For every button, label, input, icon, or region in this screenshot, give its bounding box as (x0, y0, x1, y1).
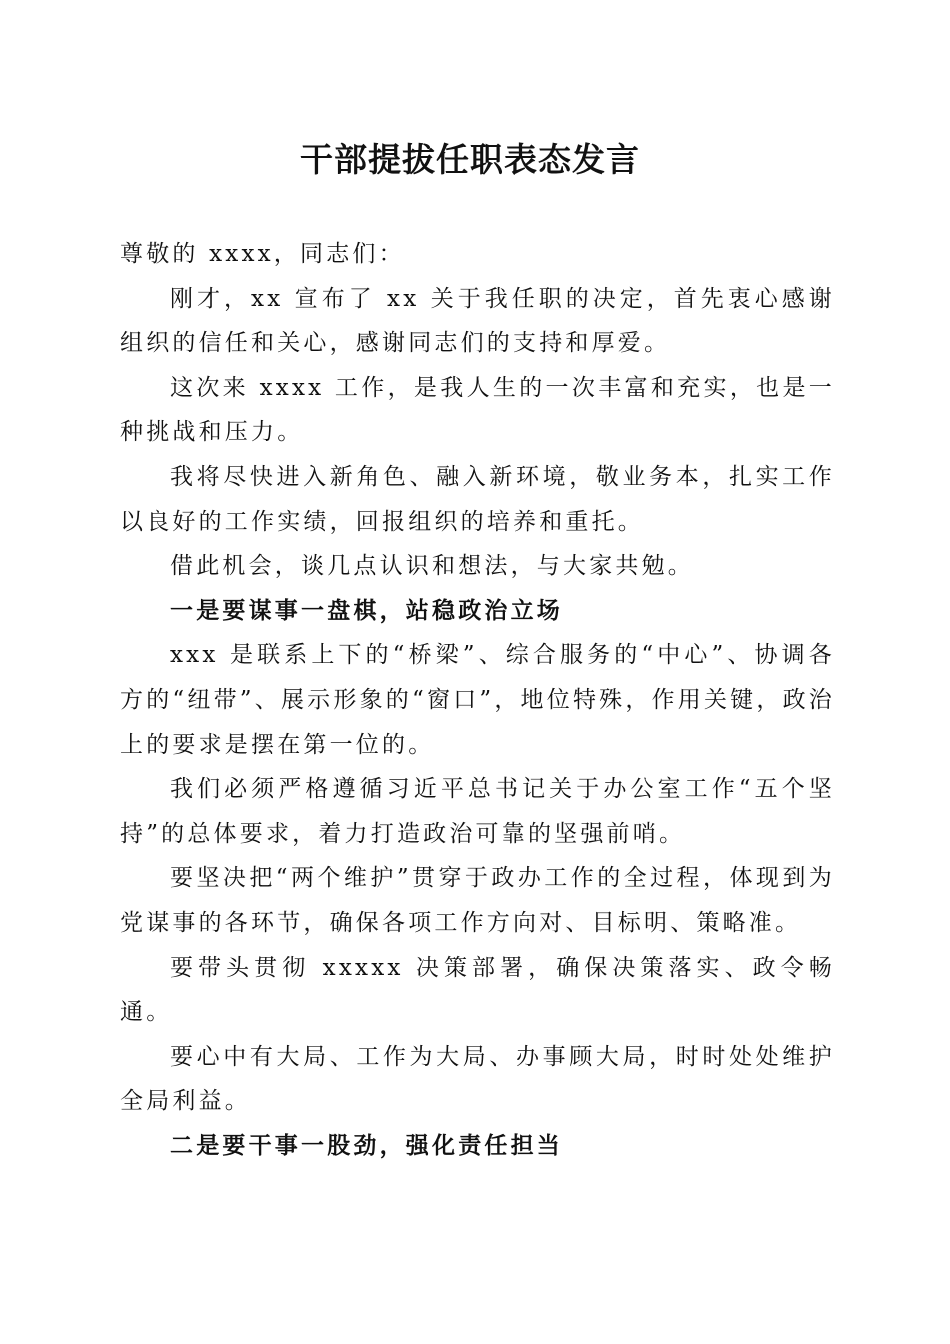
paragraph: 我们必须严格遵循习近平总书记关于办公室工作“五个坚持”的总体要求，着力打造政治可靠的坚强前哨。 (120, 776, 835, 847)
paragraph: 要坚决把“两个维护”贯穿于政办工作的全过程，体现到为党谋事的各环节，确保各项工作方向对、目标明、策略准。 (120, 865, 835, 936)
document-body (120, 232, 835, 1168)
paragraph: 我将尽快进入新角色、融入新环境，敬业务本，扎实工作以良好的工作实绩，回报组织的培养和重托。 (120, 463, 835, 535)
paragraph: xxx 是联系上下的“桥梁”、综合服务的“中心”、协调各方的“纽带”、展示形象的“窗口”，地位特殊，作用关键，政治上的要求是摆在第一位的。 (120, 642, 835, 758)
salutation: 尊敬的 xxxx，同志们： (120, 241, 405, 267)
paragraph: 刚才，xx 宣布了 xx 关于我任职的决定，首先衷心感谢组织的信任和关心，感谢同志们的支持和厚爱。 (120, 285, 835, 357)
paragraph: 要带头贯彻 xxxxx 决策部署，确保决策落实、政令畅通。 (120, 954, 835, 1026)
paragraph: 这次来 xxxx 工作，是我人生的一次丰富和充实，也是一种挑战和压力。 (120, 374, 835, 446)
paragraph: 借此机会，谈几点认识和想法，与大家共勉。 (170, 553, 694, 580)
document-title: 干部提拔任职表态发言 (300, 140, 640, 179)
section-heading: 一是要谋事一盘棋，站稳政治立场 (170, 596, 563, 624)
section-heading: 二是要干事一股劲，强化责任担当 (170, 1131, 563, 1159)
paragraph: 要心中有大局、工作为大局、办事顾大局，时时处处维护全局利益。 (120, 1043, 835, 1115)
